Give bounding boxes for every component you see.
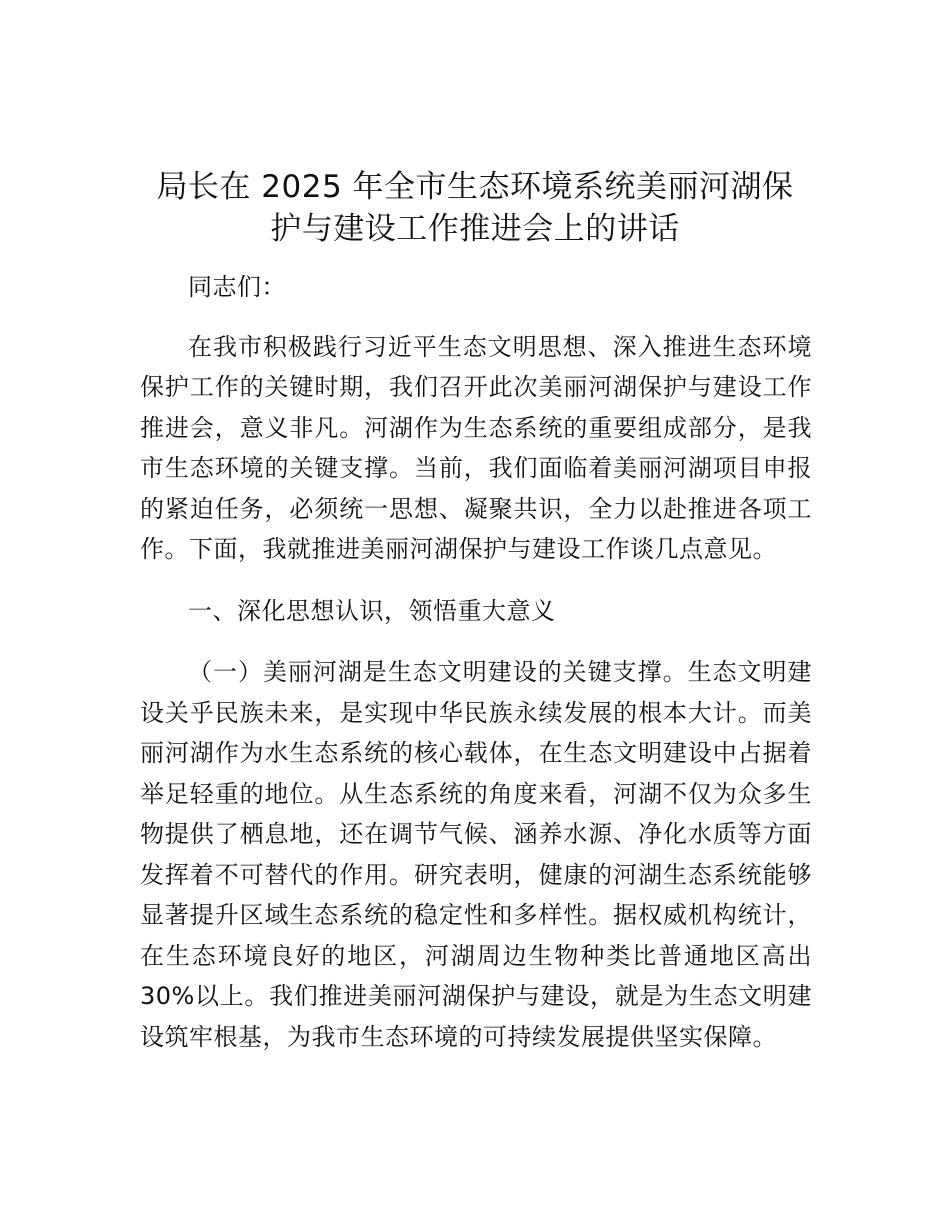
- intro-paragraph: 在我市积极践行习近平生态文明思想、深入推进生态环境保护工作的关键时期，我们召开此次美丽河湖保护与建设工作推进会，意义非凡。河湖作为生态系统的重要组成部分，是我市生态环境的关键支撑。当前，我们面临着美丽河湖项目申报的紧迫任务，必须统一思想、凝聚共识，全力以赴推进各项工作。下面，我就推进美丽河湖保护与建设工作谈几点意见。: [140, 332, 812, 563]
- greeting: 同志们：: [188, 273, 286, 301]
- title-line-2: 护与建设工作推进会上的讲话: [270, 211, 680, 247]
- document-body: [140, 267, 812, 1078]
- title-line-1: 局长在 2025 年全市生态环境系统美丽河湖保: [156, 169, 794, 205]
- subsection-1-paragraph: （一）美丽河湖是生态文明建设的关键支撑。生态文明建设关乎民族未来，是实现中华民族永续发展的根本大计。而美丽河湖作为水生态系统的核心载体，在生态文明建设中占据着举足轻重的地位。从生态系统的角度来看，河湖不仅为众多生物提供了栖息地，还在调节气候、涵养水源、净化水质等方面发挥着不可替代的作用。研究表明，健康的河湖生态系统能够显著提升区域生态系统的稳定性和多样性。据权威机构统计，在生态环境良好的地区，河湖周边生物种类比普通地区高出30%以上。我们推进美丽河湖保护与建设，就是为生态文明建设筑牢根基，为我市生态环境的可持续发展提供坚实保障。: [140, 658, 812, 1051]
- section-heading-1: 一、深化思想认识，领悟重大意义: [188, 596, 556, 625]
- document-title: [100, 166, 850, 250]
